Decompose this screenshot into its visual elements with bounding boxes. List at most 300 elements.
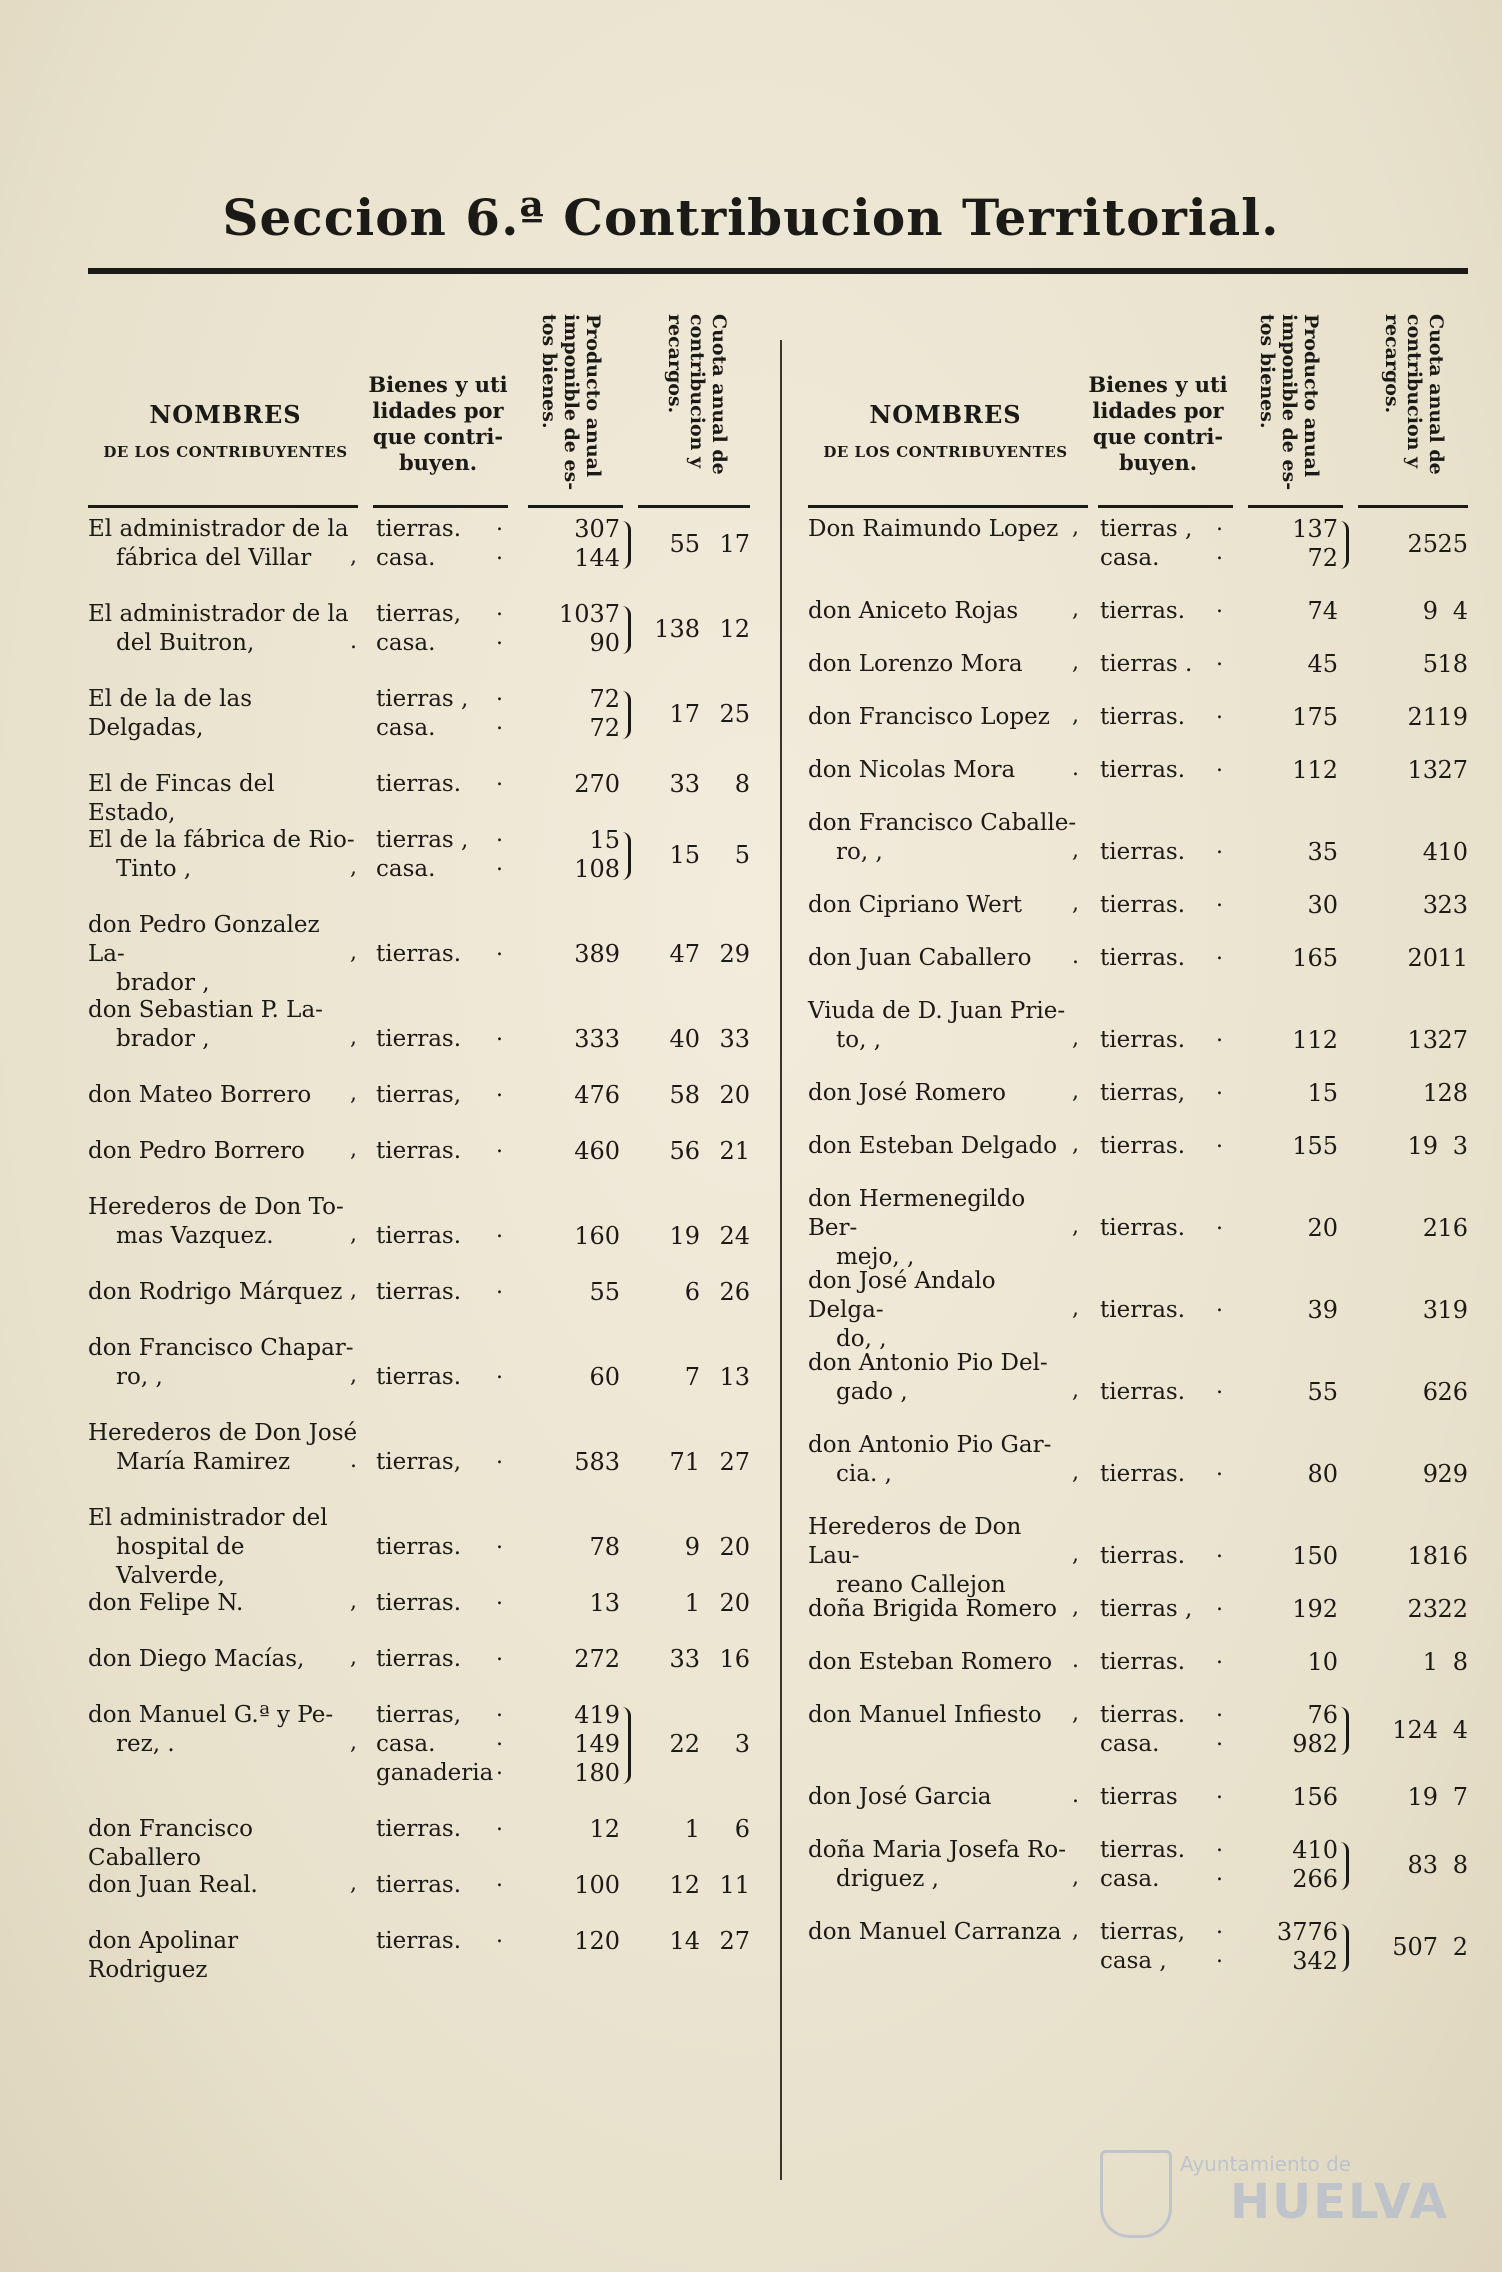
- contributor-name-line: don Manuel Infiesto: [808, 1702, 1042, 1728]
- property-type: tierras.: [1100, 704, 1186, 730]
- contributor-name-line: don Esteban Delgado: [808, 1133, 1058, 1159]
- cuota-maravedis: 8: [1452, 1648, 1468, 1676]
- cuota-maravedis: 29: [1437, 1460, 1468, 1488]
- property-type: casa ,: [1100, 1948, 1167, 1974]
- property-type: tierras ,: [1100, 516, 1193, 542]
- contributor-name-line: don José Romero: [808, 1080, 1006, 1106]
- producto-value: 55: [1307, 1378, 1338, 1406]
- cuota-maravedis: 11: [1437, 944, 1468, 972]
- header-nombres: [808, 400, 1083, 461]
- shield-icon: [1100, 2150, 1172, 2238]
- property-type: tierras ,: [376, 686, 469, 712]
- separator-mark: ,: [1072, 703, 1079, 728]
- contributor-name: [88, 1504, 358, 1591]
- property-type: tierras.: [376, 1279, 462, 1305]
- leader-dot: .: [1216, 1861, 1223, 1886]
- property-type: casa.: [1100, 1731, 1160, 1757]
- cuota-reales: 58: [669, 1081, 700, 1109]
- producto-value: 39: [1307, 1296, 1338, 1324]
- table-row: [88, 681, 753, 743]
- header-underline: [1248, 505, 1343, 508]
- contributor-name-line: Tinto ,: [116, 856, 192, 882]
- producto-value: 72: [589, 685, 620, 713]
- contributor-name: [88, 1278, 358, 1307]
- contributor-name-line: don Lorenzo Mora: [808, 651, 1023, 677]
- contributor-name: [808, 515, 1078, 544]
- separator-mark: ,: [1072, 650, 1079, 675]
- producto-value: 150: [1292, 1542, 1338, 1570]
- header-nombres: [88, 400, 363, 461]
- producto-value: 165: [1292, 944, 1338, 972]
- leader-dot: .: [496, 1811, 503, 1836]
- property-type: tierras ,: [1100, 1596, 1193, 1622]
- separator-mark: ,: [350, 1589, 357, 1614]
- contributor-name: [808, 650, 1078, 679]
- cuota-maravedis: 26: [719, 1278, 750, 1306]
- producto-value: 30: [1307, 891, 1338, 919]
- contributor-name-line: don Felipe N.: [88, 1590, 244, 1616]
- producto-value: 72: [589, 714, 620, 742]
- leader-dot: .: [1216, 593, 1223, 618]
- producto-value: 80: [1307, 1460, 1338, 1488]
- brace-mark: [1340, 1707, 1349, 1755]
- leader-dot: .: [1216, 1832, 1223, 1857]
- property-type: tierras: [1100, 1784, 1178, 1810]
- property-type: tierras.: [376, 941, 462, 967]
- contributor-name-line: El de Fincas del Estado,: [88, 771, 275, 826]
- cuota-reales: 22: [669, 1730, 700, 1758]
- cuota-reales: 4: [1422, 838, 1438, 866]
- property-type: tierras.: [376, 1223, 462, 1249]
- cuota-maravedis: 29: [719, 940, 750, 968]
- cuota-reales: 507: [1392, 1932, 1438, 1961]
- leader-dot: .: [496, 851, 503, 876]
- table-row: [88, 1274, 753, 1307]
- table-row: [88, 1923, 753, 1983]
- leader-dot: .: [1216, 887, 1223, 912]
- cuota-maravedis: 16: [719, 1645, 750, 1673]
- cuota-reales: 2: [1422, 1214, 1438, 1242]
- header-underline: [1098, 505, 1233, 508]
- property-type: tierras.: [376, 1138, 462, 1164]
- contributor-name-line: don Cipriano Wert: [808, 892, 1023, 918]
- leader-dot: .: [496, 766, 503, 791]
- cuota-reales: 7: [684, 1363, 700, 1391]
- table-row: [808, 646, 1468, 679]
- table-row: [808, 1185, 1468, 1270]
- property-type: ganaderia: [376, 1760, 494, 1786]
- leader-dot: .: [1216, 1726, 1223, 1751]
- table-row: [808, 940, 1468, 973]
- leader-dot: .: [1216, 1914, 1223, 1939]
- separator-mark: .: [350, 1448, 357, 1473]
- property-type: casa.: [376, 856, 436, 882]
- producto-value: 270: [574, 770, 620, 798]
- header-producto: Producto anual imponible de es- tos bienes.: [538, 314, 604, 491]
- contributor-name: [808, 1185, 1078, 1272]
- leader-dot: .: [496, 511, 503, 536]
- contributor-name-line: brador ,: [116, 970, 210, 996]
- cuota-reales: 56: [669, 1137, 700, 1165]
- property-type: tierras.: [376, 1646, 462, 1672]
- cuota-maravedis: 3: [734, 1730, 750, 1758]
- separator-mark: ,: [1072, 1595, 1079, 1620]
- separator-mark: ,: [1072, 1026, 1079, 1051]
- cuota-reales: 71: [669, 1448, 700, 1476]
- producto-value: 13: [589, 1589, 620, 1617]
- leader-dot: .: [496, 1755, 503, 1780]
- header-contribuyentes-label: DE LOS CONTRIBUYENTES: [103, 443, 348, 461]
- stamp-line: HUELVA: [1230, 2174, 1449, 2230]
- producto-value: 266: [1292, 1865, 1338, 1893]
- property-type: casa.: [376, 630, 436, 656]
- table-row: [808, 1513, 1468, 1598]
- cuota-reales: 3: [1422, 1296, 1438, 1324]
- contributor-name: [808, 1513, 1078, 1600]
- contributor-name-line: mas Vazquez.: [116, 1223, 274, 1249]
- cuota-maravedis: 5: [734, 840, 750, 869]
- contributor-name: [88, 996, 358, 1054]
- table-row: [808, 1267, 1468, 1352]
- property-type: tierras.: [376, 1590, 462, 1616]
- cuota-reales: 9: [1422, 597, 1438, 625]
- cuota-reales: 40: [669, 1025, 700, 1053]
- leader-dot: .: [496, 1529, 503, 1554]
- contributor-name-line: don Nicolas Mora: [808, 757, 1016, 783]
- cuota-maravedis: 13: [719, 1363, 750, 1391]
- producto-value: 342: [1292, 1947, 1338, 1975]
- contributor-name: [808, 1648, 1078, 1677]
- contributor-name-line: to, ,: [836, 1027, 882, 1053]
- cuota-reales: 15: [669, 840, 700, 869]
- leader-dot: .: [1216, 1374, 1223, 1399]
- contributor-name-line: fábrica del Villar: [116, 545, 312, 571]
- separator-mark: ,: [350, 544, 357, 569]
- cuota-maravedis: 22: [1437, 1595, 1468, 1623]
- contributor-name-line: don Esteban Romero: [808, 1649, 1053, 1675]
- table-row: [88, 1419, 753, 1477]
- property-type: tierras.: [1100, 1027, 1186, 1053]
- property-type: tierras,: [376, 601, 462, 627]
- producto-value: 1037: [558, 600, 620, 628]
- producto-value: 55: [589, 1278, 620, 1306]
- left-column: [88, 300, 753, 1983]
- leader-dot: .: [496, 540, 503, 565]
- leader-dot: .: [496, 1697, 503, 1722]
- property-type: tierras.: [376, 1816, 462, 1842]
- contributor-name: [808, 1836, 1078, 1894]
- leader-dot: .: [1216, 1210, 1223, 1235]
- contributor-name: [88, 1334, 358, 1392]
- contributor-name: [808, 891, 1078, 920]
- contributor-name-line: reano Callejon: [836, 1572, 1006, 1598]
- contributor-name-line: don Pedro Gonzalez La-: [88, 912, 320, 967]
- contributor-name: [808, 1595, 1078, 1624]
- header-bienes-line: lidades por: [1092, 398, 1224, 423]
- cuota-reales: 124: [1392, 1715, 1438, 1744]
- property-type: tierras.: [1100, 1543, 1186, 1569]
- separator-mark: .: [1072, 1648, 1079, 1673]
- cuota-reales: 1: [1422, 1079, 1438, 1107]
- property-type: tierras.: [376, 516, 462, 542]
- cuota-maravedis: 7: [1452, 1783, 1468, 1811]
- producto-value: 100: [574, 1871, 620, 1899]
- table-row: [88, 822, 753, 884]
- table-row: [88, 1867, 753, 1900]
- header-underline: [528, 505, 623, 508]
- leader-dot: .: [1216, 1943, 1223, 1968]
- leader-dot: .: [1216, 1022, 1223, 1047]
- leader-dot: .: [496, 1359, 503, 1384]
- contributor-name-line: doña Brigida Romero: [808, 1596, 1057, 1622]
- archive-stamp: [1100, 2150, 1460, 2240]
- contributor-name-line: don Rodrigo Márquez: [88, 1279, 343, 1305]
- leader-dot: .: [1216, 646, 1223, 671]
- producto-value: 15: [1307, 1079, 1338, 1107]
- contributor-name-line: don Mateo Borrero: [88, 1082, 312, 1108]
- contributor-name-line: del Buitron,: [116, 630, 255, 656]
- leader-dot: .: [496, 1077, 503, 1102]
- table-row: [88, 996, 753, 1054]
- cuota-reales: 47: [669, 940, 700, 968]
- leader-dot: .: [1216, 834, 1223, 859]
- leader-dot: .: [496, 1021, 503, 1046]
- leader-dot: .: [1216, 699, 1223, 724]
- property-type: casa.: [376, 715, 436, 741]
- contributor-name-line: Herederos de Don To-: [88, 1194, 344, 1220]
- producto-value: 72: [1307, 544, 1338, 572]
- header-underline: [638, 505, 750, 508]
- contributor-name: [808, 597, 1078, 626]
- cuota-maravedis: 2: [1452, 1932, 1468, 1961]
- leader-dot: .: [1216, 1644, 1223, 1669]
- cuota-maravedis: 27: [1437, 1026, 1468, 1054]
- leader-dot: .: [496, 1867, 503, 1892]
- producto-value: 120: [574, 1927, 620, 1955]
- cuota-maravedis: 27: [719, 1927, 750, 1955]
- separator-mark: .: [1072, 756, 1079, 781]
- producto-value: 112: [1292, 1026, 1338, 1054]
- contributor-name: [808, 809, 1078, 867]
- cuota-maravedis: 27: [1437, 756, 1468, 784]
- header-nombres-label: NOMBRES: [149, 400, 302, 429]
- leader-dot: .: [1216, 1456, 1223, 1481]
- leader-dot: .: [496, 1274, 503, 1299]
- header-bienes-line: Bienes y uti: [368, 372, 508, 397]
- table-row: [808, 1697, 1468, 1759]
- page-title: Seccion 6.ª Contribucion Territorial.: [222, 188, 1280, 247]
- contributor-name: [808, 703, 1078, 732]
- separator-mark: ,: [350, 1025, 357, 1050]
- cuota-maravedis: 4: [1452, 597, 1468, 625]
- property-type: tierras.: [376, 1364, 462, 1390]
- property-type: tierras.: [1100, 1837, 1186, 1863]
- cuota-reales: 9: [1422, 1460, 1438, 1488]
- table-row: [88, 1641, 753, 1674]
- producto-value: 180: [574, 1759, 620, 1787]
- leader-dot: .: [1216, 1538, 1223, 1563]
- header-bienes-line: lidades por: [372, 398, 504, 423]
- contributor-name-line: mejo, ,: [836, 1244, 915, 1270]
- title-rule: [88, 268, 1468, 274]
- contributor-name-line: Herederos de Don Lau-: [808, 1514, 1022, 1569]
- table-row: [808, 699, 1468, 732]
- stamp-line: Ayuntamiento de: [1180, 2152, 1352, 2176]
- property-type: tierras.: [376, 771, 462, 797]
- cuota-maravedis: 27: [719, 1448, 750, 1476]
- contributor-name: [88, 770, 358, 828]
- contributor-name-line: don Francisco Caballero: [88, 1816, 253, 1871]
- cuota-reales: 9: [684, 1533, 700, 1561]
- producto-value: 583: [574, 1448, 620, 1476]
- producto-value: 90: [589, 629, 620, 657]
- separator-mark: ,: [1072, 1542, 1079, 1567]
- leader-dot: .: [1216, 1697, 1223, 1722]
- producto-value: 74: [1307, 597, 1338, 625]
- cuota-maravedis: 19: [1437, 703, 1468, 731]
- cuota-reales: 19: [1407, 1783, 1438, 1811]
- separator-mark: ,: [1072, 1378, 1079, 1403]
- producto-value: 108: [574, 855, 620, 883]
- separator-mark: ,: [1072, 1214, 1079, 1239]
- property-type: tierras.: [1100, 1702, 1186, 1728]
- contributor-name-line: don José Garcia: [808, 1784, 992, 1810]
- cuota-maravedis: 21: [719, 1137, 750, 1165]
- cuota-reales: 19: [669, 1222, 700, 1250]
- contributor-name-line: driguez ,: [836, 1866, 939, 1892]
- producto-value: 156: [1292, 1783, 1338, 1811]
- cuota-reales: 25: [1407, 529, 1438, 558]
- table-row: [88, 1811, 753, 1871]
- separator-mark: ,: [350, 1137, 357, 1162]
- producto-value: 35: [1307, 838, 1338, 866]
- separator-mark: .: [350, 629, 357, 654]
- cuota-maravedis: 17: [719, 529, 750, 558]
- cuota-reales: 3: [1422, 891, 1438, 919]
- leader-dot: .: [1216, 511, 1223, 536]
- table-row: [808, 752, 1468, 785]
- table-row: [808, 1431, 1468, 1489]
- cuota-reales: 19: [1407, 1132, 1438, 1160]
- table-row: [88, 511, 753, 573]
- leader-dot: .: [496, 1641, 503, 1666]
- contributor-name-line: don Diego Macías,: [88, 1646, 305, 1672]
- contributor-name-line: don Francisco Lopez: [808, 704, 1050, 730]
- contributor-name-line: cia. ,: [836, 1461, 892, 1487]
- producto-value: 307: [574, 515, 620, 543]
- property-type: tierras.: [1100, 839, 1186, 865]
- leader-dot: .: [1216, 752, 1223, 777]
- producto-value: 76: [1307, 1701, 1338, 1729]
- leader-dot: .: [1216, 540, 1223, 565]
- table-row: [808, 887, 1468, 920]
- cuota-maravedis: 16: [1437, 1214, 1468, 1242]
- table-row: [808, 511, 1468, 573]
- separator-mark: ,: [350, 1363, 357, 1388]
- property-type: tierras.: [376, 1534, 462, 1560]
- leader-dot: .: [496, 596, 503, 621]
- header-bienes: [1088, 372, 1228, 476]
- contributor-name-line: don Manuel G.ª y Pe-: [88, 1702, 334, 1728]
- separator-mark: ,: [1072, 1865, 1079, 1890]
- contributor-name-line: don Pedro Borrero: [88, 1138, 305, 1164]
- separator-mark: ,: [350, 1730, 357, 1755]
- property-type: tierras .: [1100, 651, 1193, 677]
- cuota-maravedis: 20: [719, 1589, 750, 1617]
- contributor-name: [808, 1431, 1078, 1489]
- cuota-reales: 23: [1407, 1595, 1438, 1623]
- contributor-name-line: Don Raimundo Lopez: [808, 516, 1059, 542]
- separator-mark: ,: [350, 940, 357, 965]
- contributor-name: [808, 1701, 1078, 1730]
- cuota-maravedis: 23: [1437, 891, 1468, 919]
- property-type: tierras.: [1100, 1133, 1186, 1159]
- contributor-name: [808, 1783, 1078, 1812]
- cuota-maravedis: 24: [719, 1222, 750, 1250]
- leader-dot: .: [1216, 1292, 1223, 1317]
- contributor-name-line: doña Maria Josefa Ro-: [808, 1837, 1066, 1863]
- property-type: tierras.: [376, 1928, 462, 1954]
- contributor-name-line: ro, ,: [836, 839, 883, 865]
- producto-value: 155: [1292, 1132, 1338, 1160]
- contributor-name-line: don Hermenegildo Ber-: [808, 1186, 1026, 1241]
- table-row: [88, 766, 753, 826]
- contributor-name-line: María Ramirez: [116, 1449, 291, 1475]
- leader-dot: .: [496, 1726, 503, 1751]
- header-cuota: Cuota anual de contribucion y recargos.: [664, 314, 730, 475]
- property-type: casa.: [376, 1731, 436, 1757]
- leader-dot: .: [496, 1923, 503, 1948]
- brace-mark: [1340, 521, 1349, 569]
- separator-mark: ,: [1072, 1132, 1079, 1157]
- cuota-maravedis: 33: [719, 1025, 750, 1053]
- right-header: [808, 300, 1468, 515]
- cuota-maravedis: 25: [719, 699, 750, 728]
- header-contribuyentes-label: DE LOS CONTRIBUYENTES: [823, 443, 1068, 461]
- cuota-reales: 1: [684, 1815, 700, 1843]
- contributor-name-line: don Manuel Carranza: [808, 1919, 1062, 1945]
- cuota-reales: 14: [669, 1927, 700, 1955]
- cuota-reales: 83: [1407, 1850, 1438, 1879]
- cuota-reales: 33: [669, 770, 700, 798]
- separator-mark: ,: [1072, 838, 1079, 863]
- property-type: tierras ,: [376, 827, 469, 853]
- cuota-maravedis: 25: [1437, 529, 1468, 558]
- contributor-name-line: don Francisco Chapar-: [88, 1335, 354, 1361]
- contributor-name: [808, 1349, 1078, 1407]
- header-bienes-line: buyen.: [1118, 450, 1198, 475]
- contributor-name: [808, 1079, 1078, 1108]
- leader-dot: .: [496, 710, 503, 735]
- header-underline: [88, 505, 358, 508]
- header-bienes-line: Bienes y uti: [1088, 372, 1228, 397]
- table-row: [88, 1334, 753, 1392]
- contributor-name: [808, 756, 1078, 785]
- producto-value: 15: [589, 826, 620, 854]
- table-row: [808, 1644, 1468, 1677]
- contributor-name: [88, 826, 358, 884]
- separator-mark: ,: [1072, 1701, 1079, 1726]
- table-row: [88, 1133, 753, 1166]
- property-type: tierras.: [1100, 1297, 1186, 1323]
- producto-value: 192: [1292, 1595, 1338, 1623]
- cuota-maravedis: 10: [1437, 838, 1468, 866]
- producto-value: 272: [574, 1645, 620, 1673]
- cuota-reales: 6: [1422, 1378, 1438, 1406]
- header-underline: [808, 505, 1088, 508]
- contributor-name-line: El administrador de la: [88, 516, 349, 542]
- leader-dot: .: [1216, 1075, 1223, 1100]
